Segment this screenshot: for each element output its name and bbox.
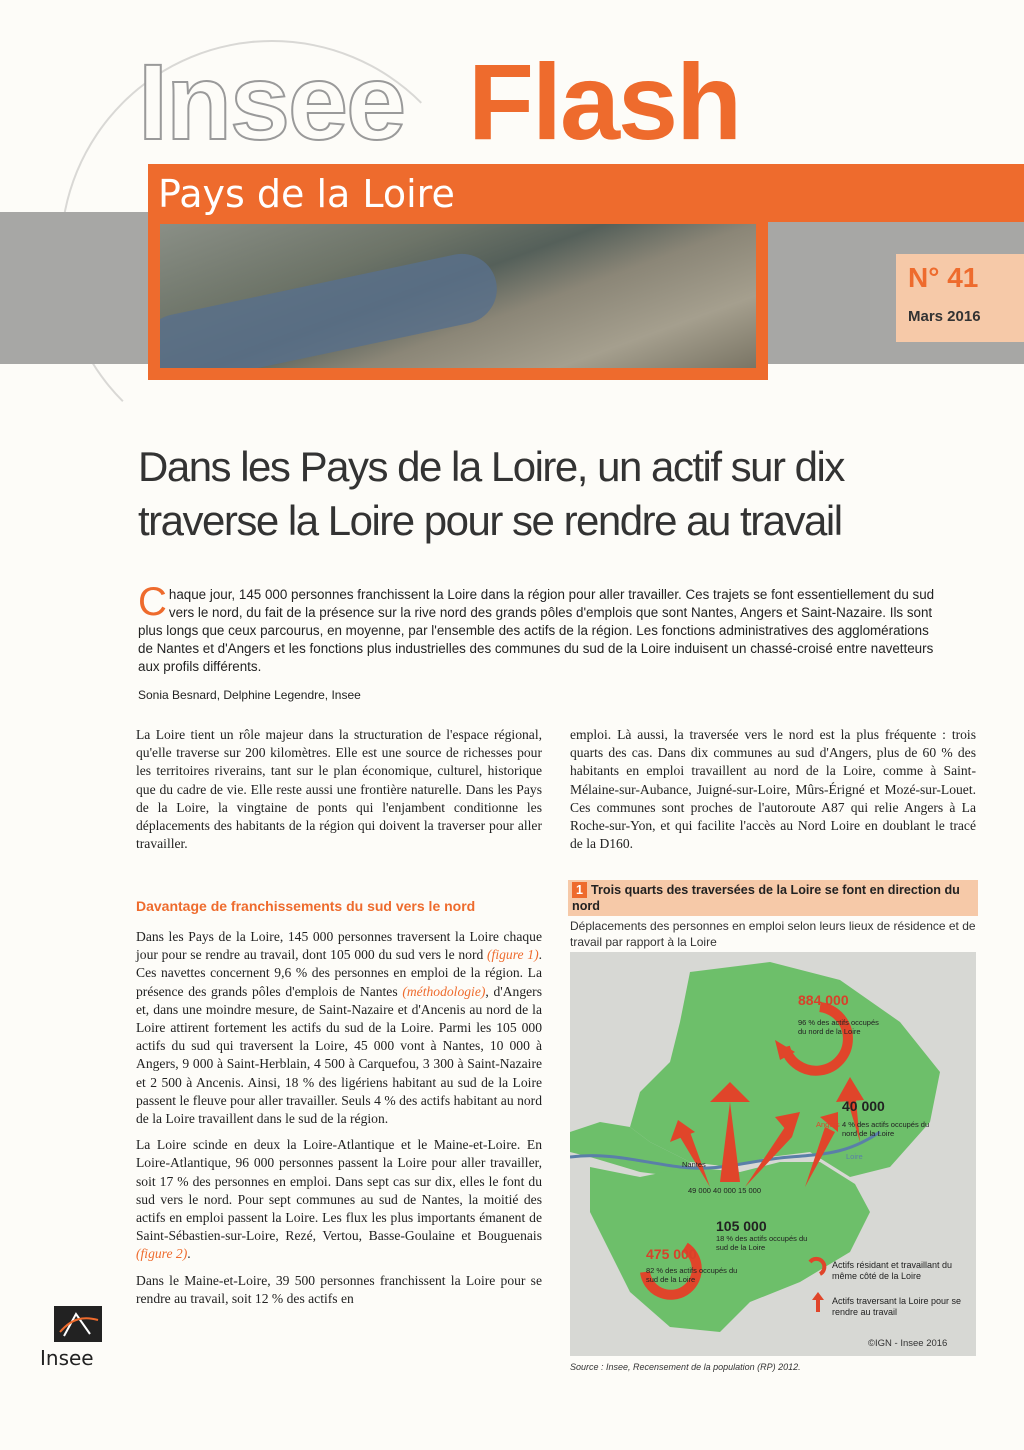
section-subheading: Davantage de franchissements du sud vers le nord [136,898,476,914]
map-credit: ©IGN - Insee 2016 [868,1338,948,1349]
map-north-text: 96 % des actifs occupés du nord de la Loire [798,1018,879,1036]
issue-date: Mars 2016 [908,308,981,325]
intro-text: haque jour, 145 000 personnes franchissent la Loire dans la région pour aller travailler. Ces trajets se font essentiellement du sud vers le nord, du fait de la présence sur la rive nord des grands pôles d'emplois que sont Nantes, Angers et Saint-Nazaire. Ils sont plus longs que ceux parcourus, en moyenne, par l'ensemble des actifs de la région. Les fonctions administratives des agglomérations de Nantes et d'Angers et les fonctions plus industrielles des communes du sud de la Loire induisent un chassé-croisé entre navetteurs aux profils différents. [138,587,935,674]
paragraph-3: La Loire scinde en deux la Loire-Atlantique et le Maine-et-Loire. En Loire-Atlantique, 96 000 personnes passent la Loire pour aller travailler, soit 17 % des personnes en emploi. Dans sept cas sur dix, elles le font du sud vers le nord. Pour sept communes au sud de Nantes, la moitié des actifs en emploi passent la Loire. Les flux les plus importants émanent de Saint-Sébastien-sur-Loire, Rezé, Vertou, Basse-Goulaine et Bouguenais (figure 2). [136,1137,542,1262]
article-intro [138,580,940,676]
figure-2-link[interactable]: (figure 2) [136,1246,188,1262]
paragraph-1: La Loire tient un rôle majeur dans la structuration de l'espace régional, qu'elle traverse sur 200 kilomètres. Elle est une source de richesses pour les territoires riverains, tant sur le plan économique, culturel, historique que du cadre de vie. Elle reste aussi une frontière naturelle. Dans les Pays de la Loire, la vingtaine de ponts qui l'enjambent conditionne les déplacements des habitants de la région qui doivent la traverser pour aller travailler. [136,727,542,852]
insee-logo-word: Insee [40,1346,94,1370]
map-bridge-counts: 49 000 40 000 15 000 [688,1186,761,1195]
cover-photo-river [160,247,503,368]
column-right-text [570,726,976,861]
map-north-south-flow: 40 000 [842,1098,885,1114]
figure-number: 1 [572,882,587,898]
map-label-loire: Loire [846,1152,863,1161]
column-left-top [136,726,542,861]
region-map [570,952,976,1356]
map-city-angers: Angers [816,1120,840,1129]
legend-crossing: Actifs traversant la Loire pour se rendre au travail [832,1296,962,1317]
article-title: Dans les Pays de la Loire, un actif sur dix traverse la Loire pour se rendre au travail [138,443,844,544]
column-left-bottom [136,928,542,1308]
logo-insee-word: Insee [138,41,405,162]
cover-photo [160,224,756,368]
insee-logo-icon [54,1306,102,1342]
figure-source: Source : Insee, Recensement de la population (RP) 2012. [570,1362,801,1372]
legend-same-side: Actifs résidant et travaillant du même côté de la Loire [832,1260,953,1281]
map-north-south-text: 4 % des actifs occupés du nord de la Loire [842,1120,930,1138]
issue-number: N° 41 [908,262,979,293]
legend-arrow-icon [816,1298,820,1312]
figure-title-text: Trois quarts des traversées de la Loire se font en direction du nord [572,883,960,913]
methodology-link[interactable]: (méthodologie) [402,983,486,999]
article-authors: Sonia Besnard, Delphine Legendre, Insee [138,688,361,702]
intro-dropcap: C [138,580,167,624]
paragraph-right: emploi. Là aussi, la traversée vers le nord est la plus fréquente : trois quarts des cas. Dans dix communes au sud d'Angers, plus de 60 % des habitants en emploi travaillent au nord de la Loire, comme à Saint-Mélaine-sur-Aubance, Juigné-sur-Loire, Mûrs-Érigné et Mozé-sur-Louet. Ces communes sont proches de l'autoroute A87 qui relie Angers à La Roche-sur-Yon, et qui facilite l'accès au Nord Loire en doublant le tracé de la D160. [570,727,976,852]
paragraph-4: Dans le Maine-et-Loire, 39 500 personnes franchissent la Loire pour se rendre au travail, soit 12 % des actifs en [136,1272,542,1306]
map-south-north-flow: 105 000 [716,1218,767,1234]
map-south-north-text: 18 % des actifs occupés du sud de la Loire [716,1234,808,1252]
paragraph-2: Dans les Pays de la Loire, 145 000 personnes traversent la Loire chaque jour pour se rendre au travail, dont 105 000 du sud vers le nord (figure 1). Ces navettes concernent 9,6 % des personnes en emploi de la région. La présence des grands pôles d'emplois de Nantes (méthodologie), d'Angers et, dans une moindre mesure, de Saint-Nazaire et d'Ancenis au nord de la Loire attirent fortement les actifs du sud de la Loire. Parmi les 105 000 actifs du sud qui traversent la Loire, 45 000 vont à Nantes, 10 000 à Angers, 9 000 à Saint-Herblain, 4 500 à Carquefou, 3 300 à Saint-Nazaire et 2 500 à Ancenis. Ainsi, 18 % des ligériens habitant au sud de la Loire passent le fleuve pour aller travailler. Seuls 4 % des actifs habitant au nord de la Loire travaillent dans le sud de la région. [136,929,542,1127]
figure-title [568,880,978,916]
figure-subtitle: Déplacements des personnes en emploi selon leurs lieux de résidence et de travail par rapport à la Loire [570,919,976,949]
logo-flash-word: Flash [468,41,741,162]
legend-arrow-icon-head [812,1292,824,1300]
map-city-nantes: Nantes [682,1160,706,1169]
map-north-total: 884 000 [798,992,849,1008]
map-north-zone [630,962,940,1177]
figure-1-link[interactable]: (figure 1) [487,947,539,963]
region-name: Pays de la Loire [158,172,455,216]
map-south-text: 82 % des actifs occupés du sud de la Loire [646,1266,738,1284]
map-south-total: 475 000 [646,1246,697,1262]
